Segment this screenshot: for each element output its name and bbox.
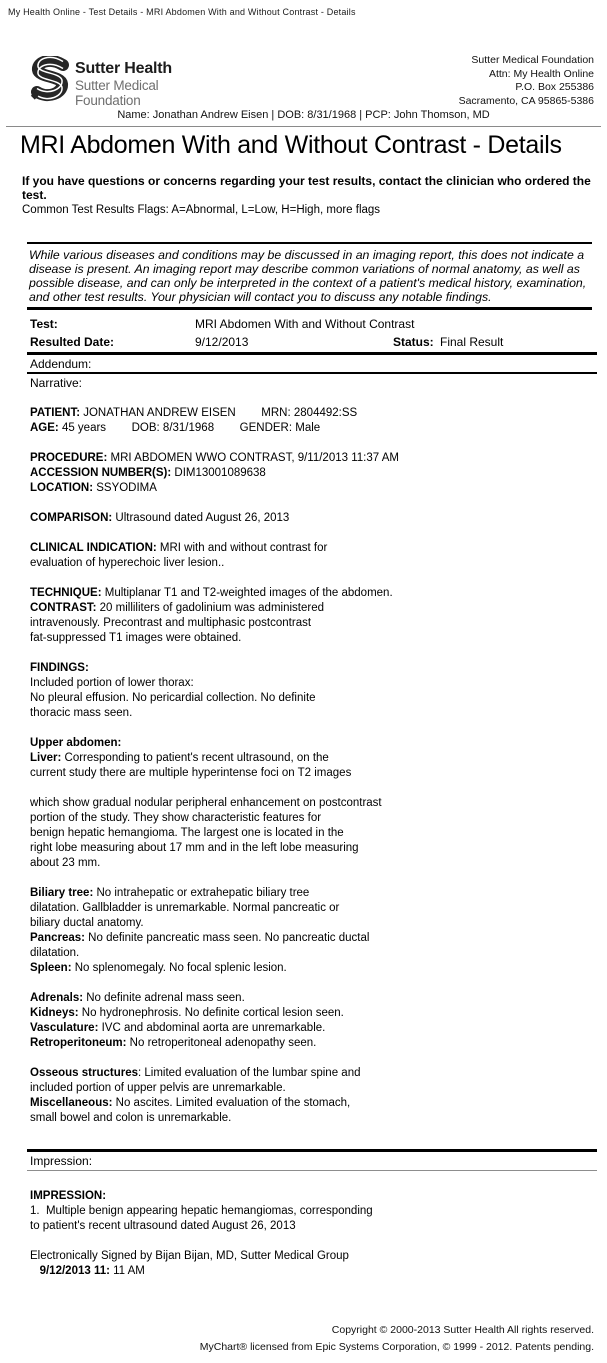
resulted-date-label: Resulted Date: <box>30 335 115 349</box>
report-line: evaluation of hyperechoic liver lesion.. <box>30 557 225 569</box>
report-line: biliary ductal anatomy. <box>30 917 144 929</box>
impression-divider <box>27 1149 597 1152</box>
report-line: Adrenals: No definite adrenal mass seen. <box>30 992 245 1004</box>
sutter-health-logo <box>30 56 172 108</box>
result-summary-table <box>30 317 597 353</box>
report-line: Vasculature: IVC and abdominal aorta are unremarkable. <box>30 1022 326 1034</box>
logo-org-line2: Foundation <box>75 93 141 108</box>
report-line: CLINICAL INDICATION: MRI with and without contrast for <box>30 542 328 554</box>
addendum-heading: Addendum: <box>30 357 92 371</box>
report-line: about 23 mm. <box>30 857 101 869</box>
browser-print-header: My Health Online - Test Details - MRI Abdomen With and Without Contrast - Details <box>8 7 356 17</box>
report-line: Included portion of lower thorax: <box>30 677 194 689</box>
report-line: COMPARISON: Ultrasound dated August 26, 2013 <box>30 512 290 524</box>
report-line: 9/12/2013 11: 11 AM <box>39 1265 145 1277</box>
impression-body <box>30 1174 599 1279</box>
status-label: Status: <box>393 335 434 349</box>
sutter-health-s-icon <box>30 56 70 102</box>
report-line: Upper abdomen: <box>30 737 122 749</box>
report-line: CONTRAST: 20 milliliters of gadolinium was administered <box>30 602 324 614</box>
report-line: Kidneys: No hydronephrosis. No definite cortical lesion seen. <box>30 1007 344 1019</box>
report-line <box>30 721 599 736</box>
report-line <box>30 391 599 406</box>
address-line: Attn: My Health Online <box>488 67 594 80</box>
foundation-address-block <box>459 54 594 108</box>
report-line: portion of the study. They show characteristic features for <box>30 812 322 824</box>
imaging-disclaimer: While various diseases and conditions may be discussed in an imaging report, this does not indicate a disease is present. An imaging report may describe common variations of normal anatomy, as well as possible disease, and can only be interpreted in the context of a patient's medical history, examination, and other test results. Your physician will contact you to discuss any notable findings. <box>27 242 592 310</box>
mychart-license-line: MyChart® licensed from Epic Systems Corporation, © 1999 - 2012. Patents pending. <box>199 1341 594 1353</box>
report-line: No pleural effusion. No pericardial collection. No definite <box>30 692 316 704</box>
report-line: which show gradual nodular peripheral enhancement on postcontrast <box>30 797 382 809</box>
report-line: Miscellaneous: No ascites. Limited evaluation of the stomach, <box>30 1097 351 1109</box>
report-line <box>30 1174 599 1189</box>
report-line: PROCEDURE: MRI ABDOMEN WWO CONTRAST, 9/11/2013 11:37 AM <box>30 452 399 464</box>
report-line: Electronically Signed by Bijan Bijan, MD, Sutter Medical Group <box>30 1250 349 1262</box>
header-divider <box>6 126 601 127</box>
report-line: TECHNIQUE: Multiplanar T1 and T2-weighted images of the abdomen. <box>30 587 393 599</box>
report-line: right lobe measuring about 17 mm and in the left lobe measuring <box>30 842 359 854</box>
report-line: Osseous structures: Limited evaluation of the lumbar spine and <box>30 1067 361 1079</box>
copyright-line: Copyright © 2000-2013 Sutter Health All rights reserved. <box>331 1324 594 1336</box>
report-line: ACCESSION NUMBER(S): DIM13001089638 <box>30 467 266 479</box>
impression-underline <box>27 1170 597 1171</box>
report-line: 1. Multiple benign appearing hepatic hemangiomas, corresponding <box>30 1205 373 1217</box>
report-line: intravenously. Precontrast and multiphasic postcontrast <box>30 617 312 629</box>
report-line: fat-suppressed T1 images were obtained. <box>30 632 242 644</box>
table-row-test <box>30 317 597 331</box>
report-line: small bowel and colon is unremarkable. <box>30 1112 232 1124</box>
report-line: Pancreas: No definite pancreatic mass seen. No pancreatic ductal <box>30 932 370 944</box>
logo-brand-name: Sutter Health <box>75 60 172 77</box>
address-line: Sacramento, CA 95865-5386 <box>458 94 594 107</box>
report-line <box>30 436 599 451</box>
contact-clinician-note: If you have questions or concerns regarding your test results, contact the clinician who ordered the test. <box>22 174 591 202</box>
report-line <box>30 526 599 541</box>
report-line: benign hepatic hemangioma. The largest one is located in the <box>30 827 344 839</box>
report-line <box>30 1234 599 1249</box>
page-footer <box>200 1322 594 1356</box>
impression-heading: Impression: <box>30 1154 93 1168</box>
report-line <box>30 871 599 886</box>
report-line <box>30 976 599 991</box>
section-divider <box>27 352 597 355</box>
report-line <box>30 781 599 796</box>
report-line <box>30 646 599 661</box>
report-line: LOCATION: SSYODIMA <box>30 482 157 494</box>
address-line: P.O. Box 255386 <box>515 81 594 93</box>
report-line: current study there are multiple hyperintense foci on T2 images <box>30 767 352 779</box>
report-line: to patient's recent ultrasound dated August 26, 2013 <box>30 1220 296 1232</box>
report-line: Spleen: No splenomegaly. No focal splenic lesion. <box>30 962 287 974</box>
report-line: thoracic mass seen. <box>30 707 133 719</box>
report-line: Retroperitoneum: No retroperitoneal adenopathy seen. <box>30 1037 317 1049</box>
test-result-flags-note: Common Test Results Flags: A=Abnormal, L=Low, H=High, more flags <box>22 204 381 216</box>
report-line: Liver: Corresponding to patient's recent ultrasound, on the <box>30 752 329 764</box>
page-title: MRI Abdomen With and Without Contrast - Details <box>20 131 562 159</box>
report-line: FINDINGS: <box>30 662 89 674</box>
status-value: Final Result <box>440 335 504 349</box>
address-line: Sutter Medical Foundation <box>471 54 594 66</box>
report-line: AGE: 45 years DOB: 8/31/1968 GENDER: Male <box>30 422 321 434</box>
patient-identity-line: Name: Jonathan Andrew Eisen | DOB: 8/31/1968 | PCP: John Thomson, MD <box>117 109 490 121</box>
logo-text <box>75 60 172 108</box>
addendum-divider <box>27 372 597 374</box>
report-line <box>30 1051 599 1066</box>
test-value: MRI Abdomen With and Without Contrast <box>195 317 415 331</box>
report-line: PATIENT: JONATHAN ANDREW EISEN MRN: 2804492:SS <box>30 407 358 419</box>
report-line <box>30 571 599 586</box>
test-label: Test: <box>30 317 58 331</box>
logo-org-line1: Sutter Medical <box>75 78 159 93</box>
narrative-body <box>30 391 599 1126</box>
report-line: included portion of upper pelvis are unremarkable. <box>30 1082 286 1094</box>
report-line: Biliary tree: No intrahepatic or extrahepatic biliary tree <box>30 887 310 899</box>
report-line <box>30 496 599 511</box>
table-row-resulted-date <box>30 335 597 349</box>
resulted-date-value: 9/12/2013 <box>195 335 249 349</box>
report-line: IMPRESSION: <box>30 1190 107 1202</box>
narrative-heading: Narrative: <box>30 376 83 390</box>
report-line: dilatation. Gallbladder is unremarkable. Normal pancreatic or <box>30 902 340 914</box>
report-line: dilatation. <box>30 947 80 959</box>
